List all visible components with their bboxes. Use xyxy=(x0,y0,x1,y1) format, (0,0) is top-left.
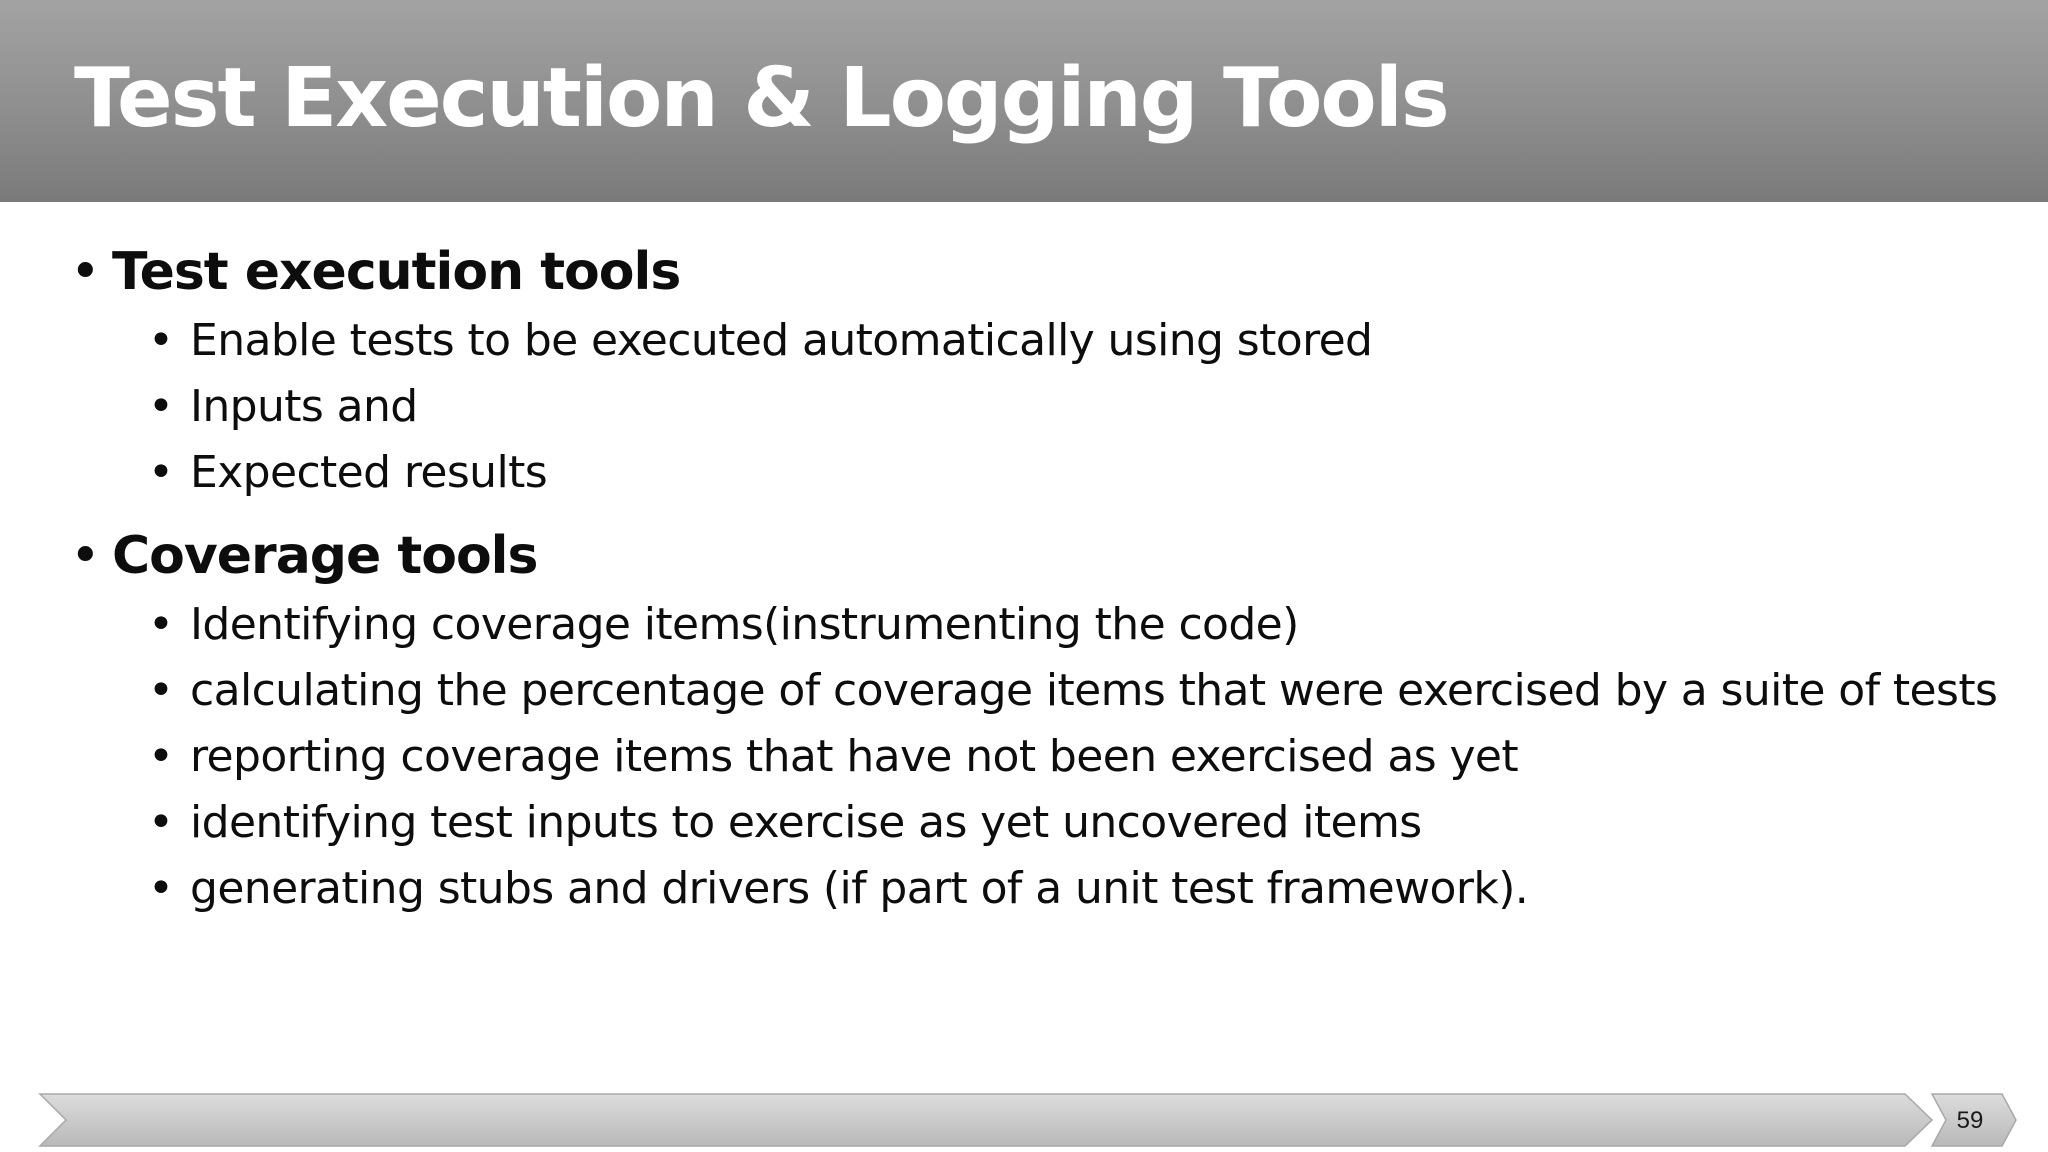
footer-arrow-bar xyxy=(0,1092,2048,1148)
list-item xyxy=(148,856,2030,922)
bullet-icon: • xyxy=(148,863,174,914)
section-heading-test-execution-tools xyxy=(70,236,2030,308)
title-bar xyxy=(0,0,2048,202)
bullet-icon: • xyxy=(148,797,174,848)
bullet-icon: • xyxy=(148,599,174,650)
list-item xyxy=(148,374,2030,440)
list-item-text: Identifying coverage items(instrumenting the code) xyxy=(190,599,1299,650)
section-heading-coverage-tools xyxy=(70,520,2030,592)
list-item xyxy=(148,308,2030,374)
page-number: 59 xyxy=(1956,1107,1984,1134)
list-item xyxy=(148,790,2030,856)
list-item-text: Enable tests to be executed automatically using stored xyxy=(190,315,1373,366)
list-item-text: reporting coverage items that have not been exercised as yet xyxy=(190,731,1519,782)
list-item xyxy=(148,440,2030,506)
bullet-icon: • xyxy=(148,381,174,432)
section-heading-text: Coverage tools xyxy=(112,526,538,586)
coverage-tools-list xyxy=(70,592,2030,922)
list-item xyxy=(148,724,2030,790)
slide-content xyxy=(70,236,2030,922)
bullet-icon: • xyxy=(70,242,100,302)
slide-title: Test Execution & Logging Tools xyxy=(74,51,1448,146)
bullet-icon: • xyxy=(148,315,174,366)
list-item-text: identifying test inputs to exercise as yet uncovered items xyxy=(190,797,1422,848)
test-execution-tools-list xyxy=(70,308,2030,506)
bullet-icon: • xyxy=(70,526,100,586)
bullet-icon: • xyxy=(148,447,174,498)
section-heading-text: Test execution tools xyxy=(112,242,681,302)
list-item xyxy=(148,658,2030,724)
list-item xyxy=(148,592,2030,658)
list-item-text: Inputs and xyxy=(190,381,418,432)
list-item-text: Expected results xyxy=(190,447,548,498)
list-item-text: calculating the percentage of coverage items that were exercised by a suite of tests xyxy=(190,665,1998,716)
bullet-icon: • xyxy=(148,731,174,782)
footer-progress-arrow xyxy=(40,1094,1932,1146)
section-gap xyxy=(70,506,2030,520)
bullet-icon: • xyxy=(148,665,174,716)
list-item-text: generating stubs and drivers (if part of a unit test framework). xyxy=(190,863,1529,914)
